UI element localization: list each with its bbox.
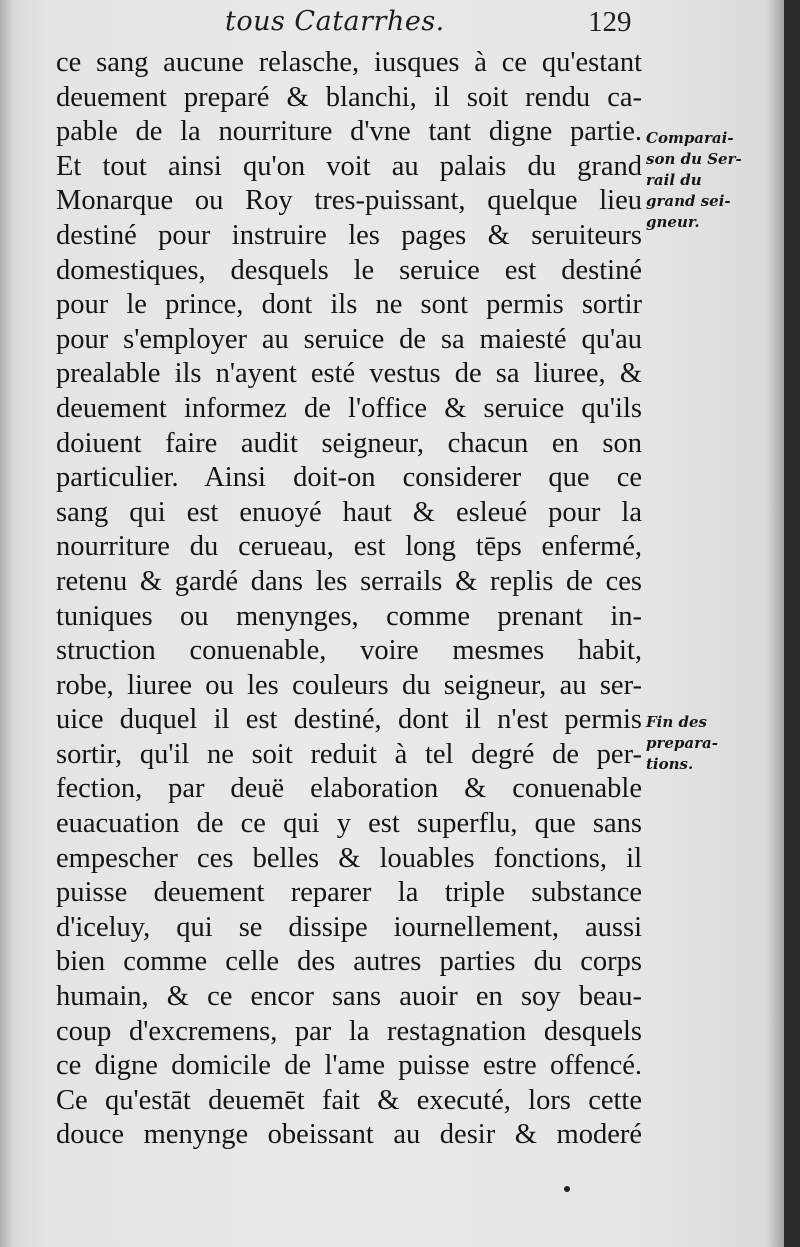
text-line: tuniques ou menynges, comme prenant in- <box>56 600 642 632</box>
gutter-shadow <box>0 0 14 1247</box>
text-line: uice duquel il est destiné, dont il n'est permis <box>56 704 642 736</box>
text-line: prealable ils n'ayent esté vestus de sa liuree, & <box>56 358 642 390</box>
text-line: struction conuenable, voire mesmes habit, <box>56 635 642 667</box>
text-line: destiné pour instruire les pages & seruiteurs <box>56 219 642 251</box>
text-line: domestiques, desquels le seruice est destiné <box>56 254 642 286</box>
text-line: doiuent faire audit seigneur, chacun en son <box>56 427 642 459</box>
margin-note-line: Comparai- <box>646 129 734 147</box>
margin-note-fin-des-preparations <box>646 712 718 775</box>
text-line: retenu & gardé dans les serrails & replis de ces <box>56 565 642 597</box>
margin-note-line: Fin des <box>646 713 707 731</box>
text-line: sang qui est enuoyé haut & esleué pour la <box>56 496 642 528</box>
text-line: douce menynge obeissant au desir & moderé <box>56 1119 642 1151</box>
margin-note-line: gneur. <box>646 213 700 231</box>
body-text <box>56 46 642 1153</box>
text-line: puisse deuement reparer la triple substance <box>56 877 642 909</box>
margin-note-line: tions. <box>646 755 694 773</box>
text-line: Et tout ainsi qu'on voit au palais du grand <box>56 150 642 182</box>
ink-dot <box>564 1186 570 1192</box>
text-line: coup d'excremens, par la restagnation desquels <box>56 1015 642 1047</box>
text-line: robe, liuree ou les couleurs du seigneur, au ser- <box>56 669 642 701</box>
text-line: ce sang aucune relasche, iusques à ce qu'estant <box>56 47 642 78</box>
text-line: Monarque ou Roy tres-puissant, quelque lieu <box>56 185 642 217</box>
text-line: sortir, qu'il ne soit reduit à tel degré de per- <box>56 738 642 770</box>
text-line: humain, & ce encor sans auoir en soy beau- <box>56 981 642 1013</box>
text-line: deuement preparé & blanchi, il soit rendu ca- <box>56 81 642 113</box>
text-line: pable de la nourriture d'vne tant digne partie. <box>56 116 642 148</box>
margin-note-line: prepara- <box>646 734 718 752</box>
page-edge-shadow <box>766 0 784 1247</box>
text-line: deuement informez de l'office & seruice qu'ils <box>56 392 642 424</box>
running-head: tous Catarrhes. <box>225 6 445 37</box>
text-line: euacuation de ce qui y est superflu, que sans <box>56 808 642 840</box>
text-line: fection, par deuë elaboration & conuenable <box>56 773 642 805</box>
text-line: bien comme celle des autres parties du corps <box>56 946 642 978</box>
text-line: particulier. Ainsi doit-on considerer que ce <box>56 462 642 494</box>
margin-note-comparaison <box>646 128 742 233</box>
text-line: empescher ces belles & louables fonctions, il <box>56 842 642 874</box>
margin-note-line: rail du <box>646 171 702 189</box>
page-number: 129 <box>588 6 632 38</box>
text-line: pour s'employer au seruice de sa maiesté qu'au <box>56 323 642 355</box>
text-line: d'iceluy, qui se dissipe iournellement, aussi <box>56 911 642 943</box>
text-line: Ce qu'estāt deuemēt fait & executé, lors cette <box>56 1084 642 1116</box>
text-line: nourriture du cerueau, est long tēps enfermé, <box>56 531 642 563</box>
margin-note-line: grand sei- <box>646 192 731 210</box>
text-line: pour le prince, dont ils ne sont permis sortir <box>56 289 642 321</box>
text-line: ce digne domicile de l'ame puisse estre offencé. <box>56 1050 642 1082</box>
margin-note-line: son du Ser- <box>646 150 742 168</box>
